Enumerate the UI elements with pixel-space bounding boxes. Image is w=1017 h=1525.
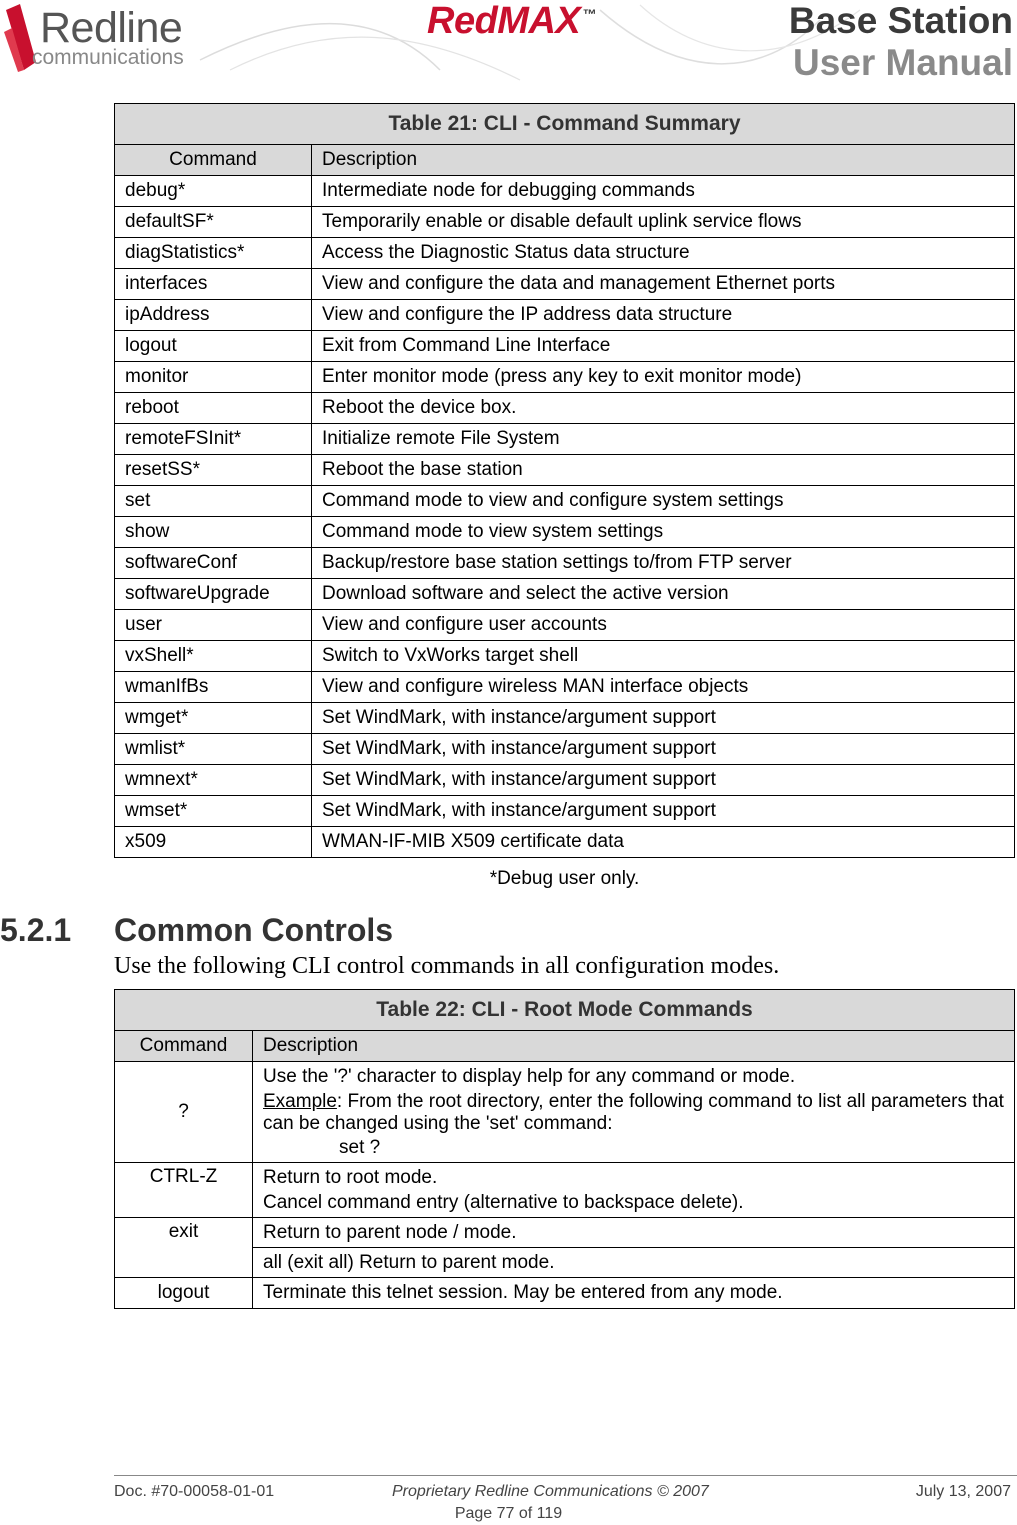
table-row	[115, 300, 1015, 331]
description-cell: Enter monitor mode (press any key to exit monitor mode)	[312, 362, 1015, 393]
table-row	[115, 176, 1015, 207]
table-row	[115, 269, 1015, 300]
description-cell: Set WindMark, with instance/argument support	[312, 765, 1015, 796]
table-row	[115, 672, 1015, 703]
brand-red: Red	[427, 0, 498, 42]
command-cell: CTRL-Z	[115, 1163, 253, 1218]
description-cell: View and configure the IP address data structure	[312, 300, 1015, 331]
footer-page-number: Page 77 of 119	[454, 1505, 563, 1522]
description-cell: Reboot the base station	[312, 455, 1015, 486]
command-cell: wmnext*	[115, 765, 312, 796]
command-cell: set	[115, 486, 312, 517]
command-cell: resetSS*	[115, 455, 312, 486]
table-row	[115, 796, 1015, 827]
table-row	[115, 424, 1015, 455]
command-cell: debug*	[115, 176, 312, 207]
description-line: Return to root mode.	[263, 1167, 438, 1188]
description-cell: Reboot the device box.	[312, 393, 1015, 424]
redline-logo	[2, 2, 207, 74]
table-row-logout	[115, 1278, 1015, 1309]
command-cell: diagStatistics*	[115, 238, 312, 269]
description-cell: Set WindMark, with instance/argument support	[312, 734, 1015, 765]
description-cell: Access the Diagnostic Status data structure	[312, 238, 1015, 269]
command-cell: remoteFSInit*	[115, 424, 312, 455]
table-row	[115, 641, 1015, 672]
table-row	[115, 362, 1015, 393]
command-cell: wmlist*	[115, 734, 312, 765]
description-cell: WMAN-IF-MIB X509 certificate data	[312, 827, 1015, 858]
description-cell: Exit from Command Line Interface	[312, 331, 1015, 362]
table-row	[115, 610, 1015, 641]
table-row	[115, 827, 1015, 858]
logo-subtitle: communications	[32, 46, 184, 69]
table-cli-root-mode-commands	[114, 989, 1015, 1309]
table-caption-row	[115, 104, 1015, 145]
header-title-base-station: Base Station	[788, 0, 1013, 41]
description-cell: Return to parent node / mode.	[253, 1218, 1015, 1248]
description-cell: Command mode to view and configure system settings	[312, 486, 1015, 517]
page-header	[0, 0, 1017, 92]
table-header-row	[115, 1031, 1015, 1062]
description-cell: Temporarily enable or disable default uplink service flows	[312, 207, 1015, 238]
table-row	[115, 486, 1015, 517]
command-cell: logout	[115, 331, 312, 362]
table-row	[115, 548, 1015, 579]
footer-proprietary: Proprietary Redline Communications © 2007	[392, 1483, 709, 1500]
table-row-question-mark	[115, 1062, 1015, 1163]
table-row	[115, 238, 1015, 269]
description-cell: View and configure the data and management Ethernet ports	[312, 269, 1015, 300]
command-cell: wmget*	[115, 703, 312, 734]
description-example	[263, 1091, 1004, 1135]
table-caption: Table 22: CLI - Root Mode Commands	[115, 990, 1015, 1031]
table-footnote: *Debug user only.	[489, 868, 640, 889]
redmax-brand	[427, 0, 596, 43]
command-cell: ?	[115, 1062, 253, 1163]
brand-trademark: ™	[582, 6, 596, 22]
footer-date: July 13, 2007	[915, 1483, 1011, 1500]
column-header-description: Description	[312, 145, 1015, 176]
command-cell: ipAddress	[115, 300, 312, 331]
table-row	[115, 393, 1015, 424]
header-title-user-manual: User Manual	[792, 42, 1013, 83]
description-cell: Set WindMark, with instance/argument support	[312, 703, 1015, 734]
brand-max: MAX	[497, 0, 581, 42]
footer-doc-number: Doc. #70-00058-01-01	[114, 1483, 275, 1500]
table-row	[115, 734, 1015, 765]
table-row	[115, 703, 1015, 734]
table-row	[115, 455, 1015, 486]
description-line: Cancel command entry (alternative to backspace delete).	[263, 1192, 744, 1213]
section-intro: Use the following CLI control commands in all configuration modes.	[114, 953, 780, 979]
command-cell: wmanIfBs	[115, 672, 312, 703]
command-cell: x509	[115, 827, 312, 858]
section-title: Common Controls	[114, 912, 394, 948]
description-line: Use the '?' character to display help for any command or mode.	[263, 1066, 796, 1087]
section-number: 5.2.1	[0, 912, 72, 948]
table-caption-row	[115, 990, 1015, 1031]
footer-divider	[114, 1475, 1017, 1476]
description-cell: Download software and select the active version	[312, 579, 1015, 610]
example-code: set ?	[339, 1137, 381, 1158]
description-cell	[253, 1163, 1015, 1218]
description-cell: Backup/restore base station settings to/from FTP server	[312, 548, 1015, 579]
description-cell: View and configure user accounts	[312, 610, 1015, 641]
table-row	[115, 517, 1015, 548]
description-cell: Switch to VxWorks target shell	[312, 641, 1015, 672]
command-cell: wmset*	[115, 796, 312, 827]
command-cell: interfaces	[115, 269, 312, 300]
command-cell: vxShell*	[115, 641, 312, 672]
command-cell: logout	[115, 1278, 253, 1309]
command-cell: reboot	[115, 393, 312, 424]
example-label: Example	[263, 1091, 337, 1112]
command-cell: user	[115, 610, 312, 641]
example-text: : From the root directory, enter the following command to list all parameters that can be changed using the 'set' command:	[263, 1091, 1004, 1134]
description-cell: Initialize remote File System	[312, 424, 1015, 455]
logo-wordmark: Redline	[40, 4, 183, 52]
description-cell: Intermediate node for debugging commands	[312, 176, 1015, 207]
column-header-command: Command	[115, 1031, 253, 1062]
description-cell: Set WindMark, with instance/argument support	[312, 796, 1015, 827]
table-cli-command-summary	[114, 103, 1015, 858]
column-header-command: Command	[115, 145, 312, 176]
description-cell: View and configure wireless MAN interface objects	[312, 672, 1015, 703]
description-cell: all (exit all) Return to parent mode.	[253, 1248, 1015, 1278]
command-cell: defaultSF*	[115, 207, 312, 238]
command-cell: show	[115, 517, 312, 548]
description-cell: Command mode to view system settings	[312, 517, 1015, 548]
command-cell: softwareConf	[115, 548, 312, 579]
description-cell	[253, 1062, 1015, 1163]
table-row	[115, 331, 1015, 362]
table-caption: Table 21: CLI - Command Summary	[115, 104, 1015, 145]
command-cell: softwareUpgrade	[115, 579, 312, 610]
table-row	[115, 765, 1015, 796]
description-cell: Terminate this telnet session. May be entered from any mode.	[253, 1278, 1015, 1309]
command-cell: exit	[115, 1218, 253, 1278]
table-row-exit	[115, 1218, 1015, 1248]
column-header-description: Description	[253, 1031, 1015, 1062]
table-row	[115, 579, 1015, 610]
command-cell: monitor	[115, 362, 312, 393]
table-row	[115, 207, 1015, 238]
table-row-ctrl-z	[115, 1163, 1015, 1218]
table-header-row	[115, 145, 1015, 176]
